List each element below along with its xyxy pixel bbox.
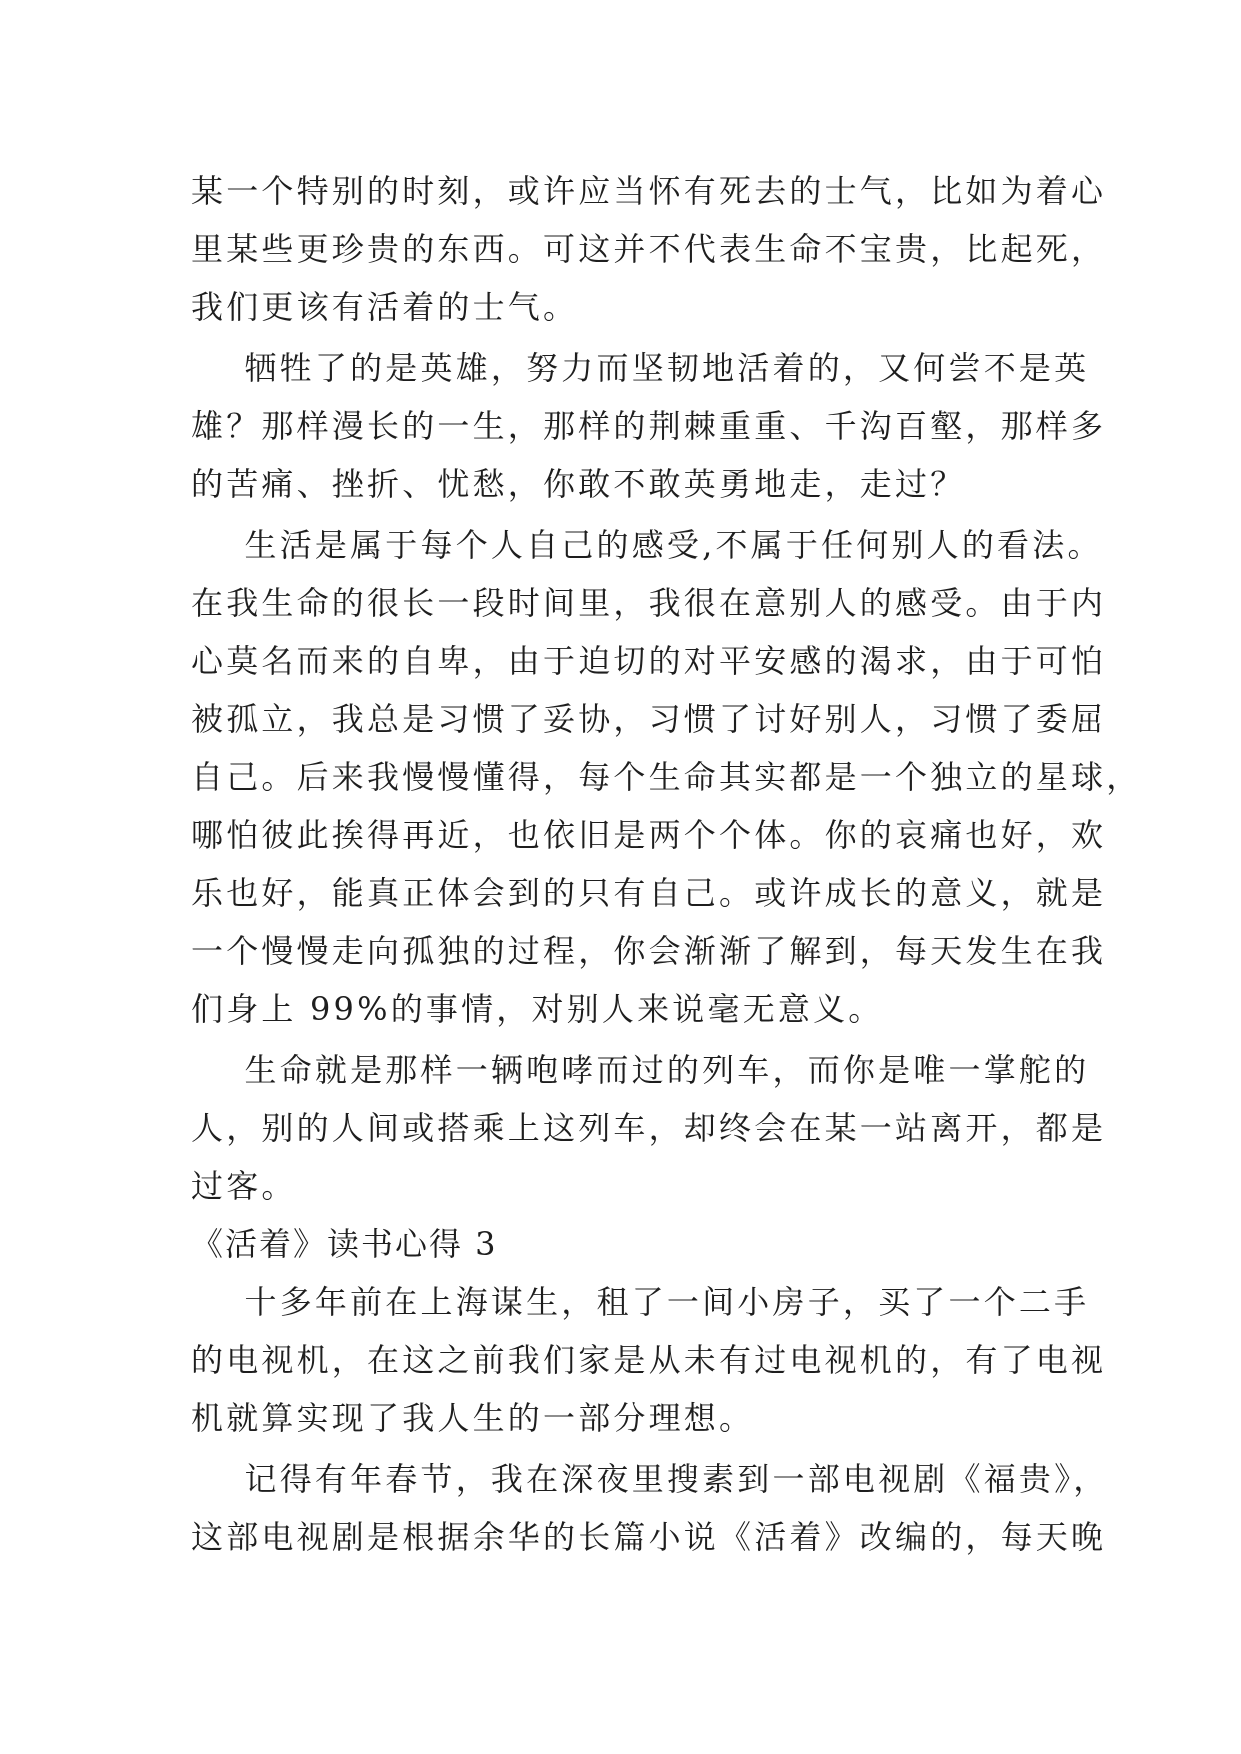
text-line: 这部电视剧是根据余华的长篇小说《活着》改编的，每天晚	[191, 1518, 1107, 1556]
text-line: 我们更该有活着的士气。	[191, 288, 579, 326]
text-line: 机就算实现了我人生的一部分理想。	[191, 1399, 755, 1437]
text-line: 被孤立，我总是习惯了妥协，习惯了讨好别人，习惯了委屈	[191, 700, 1107, 738]
text-line: 自己。后来我慢慢懂得，每个生命其实都是一个独立的星球，	[191, 758, 1142, 796]
text-line: 哪怕彼此挨得再近，也依旧是两个个体。你的哀痛也好，欢	[191, 816, 1107, 854]
text-line: 在我生命的很长一段时间里，我很在意别人的感受。由于内	[191, 584, 1107, 622]
text-line: 们身上 99%的事情，对别人来说毫无意义。	[191, 990, 884, 1028]
text-line: 某一个特别的时刻，或许应当怀有死去的士气，比如为着心	[191, 172, 1107, 210]
text-line: 乐也好，能真正体会到的只有自己。或许成长的意义，就是	[191, 874, 1107, 912]
text-line: 的电视机，在这之前我们家是从未有过电视机的，有了电视	[191, 1341, 1107, 1379]
text-line: 的苦痛、挫折、忧愁，你敢不敢英勇地走，走过？	[191, 465, 966, 503]
text-line: 记得有年春节，我在深夜里搜素到一部电视剧《福贵》，	[191, 1460, 1109, 1498]
text-line: 生活是属于每个人自己的感受,不属于任何别人的看法。	[191, 526, 1103, 564]
text-line: 人，别的人间或搭乘上这列车，却终会在某一站离开，都是	[191, 1109, 1107, 1147]
text-line: 十多年前在上海谋生，租了一间小房子，买了一个二手	[191, 1283, 1090, 1321]
text-line: 雄？那样漫长的一生，那样的荆棘重重、千沟百壑，那样多	[191, 407, 1107, 445]
text-line: 牺牲了的是英雄，努力而坚韧地活着的，又何尝不是英	[191, 349, 1090, 387]
section-heading: 《活着》读书心得 3	[191, 1225, 498, 1263]
text-line: 心莫名而来的自卑，由于迫切的对平安感的渴求，由于可怕	[191, 642, 1107, 680]
body-text	[191, 162, 1142, 1566]
text-line: 里某些更珍贵的东西。可这并不代表生命不宝贵，比起死，	[191, 230, 1107, 268]
text-line: 一个慢慢走向孤独的过程，你会渐渐了解到，每天发生在我	[191, 932, 1107, 970]
text-line: 过客。	[191, 1167, 297, 1205]
text-line: 生命就是那样一辆咆哮而过的列车，而你是唯一掌舵的	[191, 1051, 1090, 1089]
